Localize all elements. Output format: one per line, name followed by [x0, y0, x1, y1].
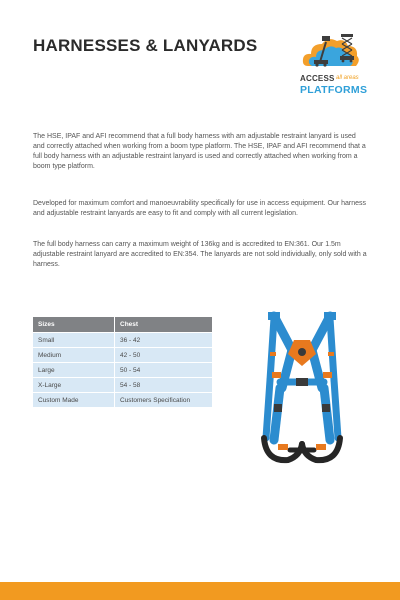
- logo-text-access: ACCESS: [300, 74, 335, 83]
- table-cell-size: Custom Made: [33, 393, 115, 408]
- size-table: [33, 317, 212, 408]
- table-header-sizes: Sizes: [33, 317, 115, 333]
- table-row: [33, 333, 212, 348]
- table-cell-size: X-Large: [33, 378, 115, 393]
- table-cell-chest: 54 - 58: [115, 378, 213, 393]
- logo-text-platforms: PLATFORMS: [300, 84, 368, 96]
- harness-icon: [252, 310, 352, 470]
- table-cell-chest: 50 - 54: [115, 363, 213, 378]
- footer-bar: [0, 582, 400, 600]
- table-cell-chest: Customers Specification: [115, 393, 213, 408]
- table-cell-size: Medium: [33, 348, 115, 363]
- access-platforms-logo: [292, 26, 372, 102]
- specs-paragraph: The full body harness can carry a maximum weight of 136kg and is accredited to EN:361. Our 1.5m adjustable restraint lanyard are accredited to EN:354. The lanyards are not sold individually, only sold with a harness.: [33, 241, 367, 268]
- table-cell-chest: 42 - 50: [115, 348, 213, 363]
- intro-paragraph: The HSE, IPAF and AFI recommend that a full body harness with am adjustable restraint lanyard is used and correctly attached when working from a boom type platform. The HSE, IPAF and AFI recommend that a full body harness with an adjustable restraint lanyard is used and correctly attached when working from a boom type platform.: [33, 133, 366, 170]
- table-cell-size: Large: [33, 363, 115, 378]
- features-paragraph: Developed for maximum comfort and manoeuvrability specifically for use in access equipment. Our harness and adjustable restraint lanyards are easy to fit and comply with all current legislation.: [33, 200, 367, 217]
- logo-cloud-icon: [298, 26, 364, 74]
- page-title: HARNESSES & LANYARDS: [33, 36, 258, 55]
- table-row: [33, 363, 212, 378]
- table-cell-size: Small: [33, 333, 115, 348]
- table-row: [33, 348, 212, 363]
- table-header-chest: Chest: [115, 317, 213, 333]
- table-row: [33, 378, 212, 393]
- table-cell-chest: 36 - 42: [115, 333, 213, 348]
- table-row: [33, 393, 212, 408]
- table-header-row: [33, 317, 212, 333]
- harness-image: [252, 310, 352, 470]
- logo-text-all-areas: all areas: [336, 75, 359, 81]
